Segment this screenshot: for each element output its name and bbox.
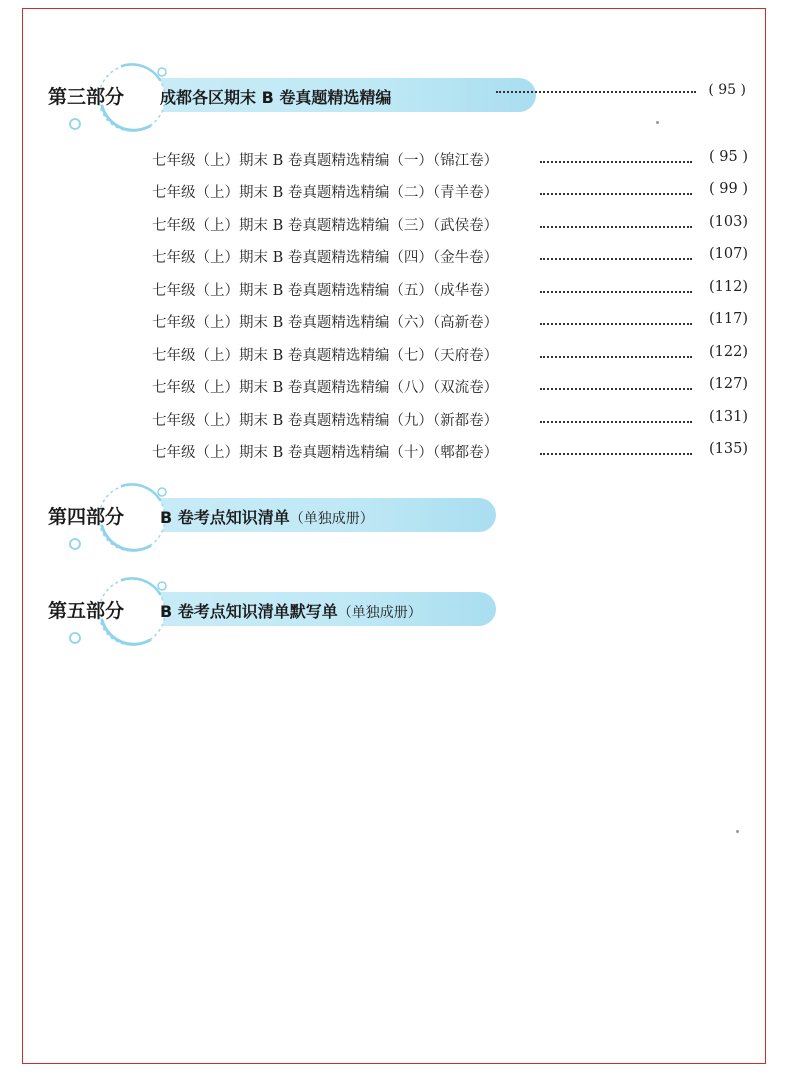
section-note: （单独成册） [337,605,422,621]
toc-entry[interactable] [152,441,748,465]
toc-entry[interactable] [152,279,748,303]
dot-leader [540,161,692,163]
toc-entry-title: 七年级（上）期末 B 卷真题精选精编（九）（新都卷） [152,413,499,429]
section-title: B 卷考点知识清单（单独成册） [160,508,374,527]
toc-entry-title: 七年级（上）期末 B 卷真题精选精编（七）（天府卷） [152,348,499,364]
toc-entry-title: 七年级（上）期末 B 卷真题精选精编（二）（青羊卷） [152,185,499,201]
toc-entry-title: 七年级（上）期末 B 卷真题精选精编（四）（金牛卷） [152,250,499,266]
toc-entry-page: (135) [709,441,748,457]
toc-entry-title: 七年级（上）期末 B 卷真题精选精编（六）（高新卷） [152,315,499,331]
toc-entry[interactable] [152,214,748,238]
toc-entry[interactable] [152,311,748,335]
toc-entry[interactable] [152,246,748,270]
toc-entry-page: (127) [709,376,748,392]
section-title: 成都各区期末 B 卷真题精选精编 [160,88,392,107]
section-part-4 [40,480,760,552]
toc-entry[interactable] [152,344,748,368]
toc-entry[interactable] [152,376,748,400]
dot-leader [540,193,692,195]
toc-entry[interactable] [152,409,748,433]
dot-leader [540,226,692,228]
dot-leader [540,421,692,423]
dot-leader [540,453,692,455]
section-label: 第五部分 [48,600,125,622]
section-label: 第三部分 [48,86,125,108]
section-part-5 [40,574,760,646]
toc-entry-page: (122) [709,344,748,360]
dot-leader [496,91,696,93]
dot-leader [540,356,692,358]
toc-entry-page: (107) [709,246,748,262]
toc-entry-page: (112) [709,279,748,295]
section-label: 第四部分 [48,506,125,528]
toc-entry-title: 七年级（上）期末 B 卷真题精选精编（十）（郫都卷） [152,445,499,461]
toc-entry-page: (117) [709,311,748,327]
toc-entry-page: (131) [709,409,748,425]
section-note: （单独成册） [289,511,374,527]
toc-entry-title: 七年级（上）期末 B 卷真题精选精编（三）（武侯卷） [152,218,499,234]
scan-speck [656,121,659,124]
scan-speck [736,830,739,833]
toc-entry[interactable] [152,149,748,173]
dot-leader [540,291,692,293]
toc-entry-title: 七年级（上）期末 B 卷真题精选精编（一）（锦江卷） [152,153,499,169]
toc-entry-page: (103) [709,214,748,230]
section-page-number: ( 95 ) [708,82,746,98]
dot-leader [540,323,692,325]
toc-entry-page: ( 99 ) [709,181,748,197]
toc-entry-title: 七年级（上）期末 B 卷真题精选精编（八）（双流卷） [152,380,499,396]
toc-entry[interactable] [152,181,748,205]
dot-leader [540,258,692,260]
dot-leader [540,388,692,390]
toc-entry-page: ( 95 ) [709,149,748,165]
section-title: B 卷考点知识清单默写单（单独成册） [160,602,422,621]
toc-entry-title: 七年级（上）期末 B 卷真题精选精编（五）（成华卷） [152,283,499,299]
section-part-3 [40,60,760,132]
